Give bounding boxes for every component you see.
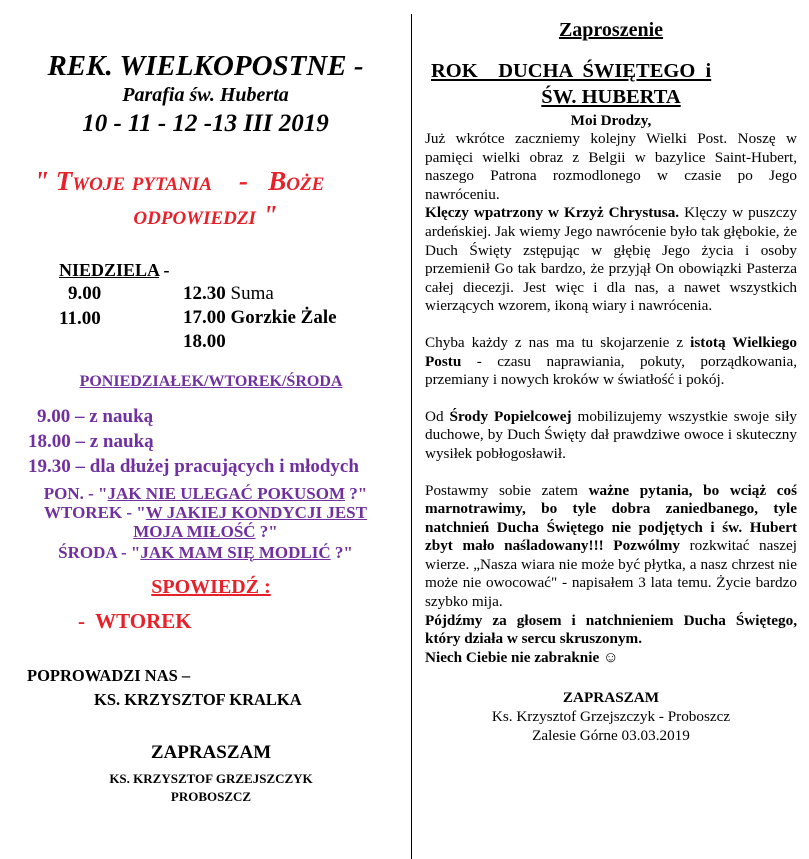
weekday-mass-3: 19.30 – dla dłużej pracujących i młodych (28, 456, 359, 477)
paragraph-3-bold: istotą Wielkiego Postu (425, 333, 797, 370)
paragraph-2-bold: Klęczy wpatrzony w Krzyż Chrystusa. (425, 204, 680, 222)
sunday-dash: - (159, 260, 170, 280)
parish-name: Parafia św. Huberta (122, 84, 289, 106)
topic-tuesday-1 (0, 503, 411, 523)
paragraph-4 (425, 408, 797, 464)
paragraph-2 (425, 204, 797, 316)
topic-tuesday-suffix: ?" (255, 522, 278, 541)
topic-monday-prefix: PON. - " (43, 484, 108, 503)
paragraph-5-bold: ważne pytania, bo wciąż coś marnotrawimy, bo tyle dobra zaniedbanego, tyle natchnień Ducha Świętego nie podjętych i św. Hubert zbyt mało naśladowany!!! Pozwólmy (425, 481, 797, 555)
paragraph-6: Pójdźmy za głosem i natchnieniem Ducha Świętego, który działa w sercu skruszonym. (425, 611, 797, 648)
sunday-mass-3: 18.00 (183, 331, 226, 352)
left-invite: ZAPRASZAM (150, 742, 272, 763)
led-by-label: POPROWADZI NAS – (27, 666, 191, 685)
sunday-mass-1 (183, 283, 274, 305)
invitation-heading: Zaproszenie (558, 19, 664, 41)
paragraph-1: Już wkrótce zaczniemy kolejny Wielki Post. Noszę w pamięci wielki obraz z Belgii w bazylice Saint-Hubert, naszego Patrona rozmodlonego w czasie po Jego nawróceniu. (425, 130, 797, 203)
weekday-mass-2: 18.00 – z nauką (28, 431, 154, 452)
sunday-mass-2 (183, 307, 337, 329)
paragraph-4-bold: Środy Popielcowej (449, 407, 572, 425)
paragraph-2-text: Klęczy w puszczy ardeńskiej. Jak wiemy Jego nawrócenie było tak głębokie, że Duch Święty zstępując w głębię Jego życia i osoby przemienił Go tak bardzo, że przyjął On obowiązki Pasterza całej diecezji. Jest więc i dla nas, a nawet wszystkich wierzących wzorem, ikoną wiary i nawrócenia. (425, 204, 798, 315)
sunday-time-2: 11.00 (59, 308, 101, 329)
retreat-title: REK. WIELKOPOSTNE - (47, 50, 364, 82)
right-invite: ZAPRASZAM (562, 689, 660, 707)
place-date: Zalesie Górne 03.03.2019 (532, 727, 690, 745)
mass-2-time: 17.00 (183, 307, 226, 328)
theme-line-1: " Twoje pytania - Boże (34, 166, 325, 196)
topic-tuesday-2 (0, 522, 411, 542)
paragraph-4-text-a: Od (425, 407, 450, 425)
mass-2-name: Gorzkie Żale (225, 307, 337, 328)
weekday-mass-1: 9.00 – z nauką (37, 406, 154, 427)
closing-line: Niech Ciebie nie zabraknie ☺ (425, 648, 619, 666)
year-title-1: ROK DUCHA ŚWIĘTEGO i (431, 60, 712, 82)
sunday-label: NIEDZIELA (59, 260, 160, 280)
paragraph-3 (425, 334, 797, 390)
confession-day: - WTOREK (78, 609, 192, 633)
topic-monday (0, 484, 411, 504)
theme-line-2: odpowiedzi " (133, 200, 278, 230)
led-by-name: KS. KRZYSZTOF KRALKA (94, 690, 302, 709)
paragraph-3-text-b: - czasu naprawiania, pokuty, porządkowania, przemiany i nowych kroków w światłość i pokój. (425, 352, 797, 389)
paragraph-4-text-b: mobilizujemy wszystkie swoje siły duchowe, by Duch Święty dał prawdziwe owoce i skuteczny wysiłek pobłogosławił. (425, 407, 798, 462)
mass-1-name: Suma (225, 283, 274, 304)
weekdays-heading: PONIEDZIAŁEK/WTOREK/ŚRODA (79, 373, 343, 390)
topic-monday-title: JAK NIE ULEGAĆ POKUSOM (107, 484, 346, 503)
right-signature: Ks. Krzysztof Grzejszczyk - Proboszcz (491, 708, 731, 726)
year-title-2: ŚW. HUBERTA (541, 86, 681, 108)
left-signature-role: PROBOSZCZ (170, 789, 252, 804)
paragraph-5 (425, 482, 797, 612)
topic-monday-suffix: ?" (345, 484, 368, 503)
topic-wednesday-title: JAK MAM SIĘ MODLIĆ (140, 543, 331, 562)
paragraph-5-text-a: Postawmy sobie zatem (425, 481, 589, 499)
left-signature-name: KS. KRZYSZTOF GRZEJSZCZYK (109, 771, 313, 786)
right-column (425, 14, 797, 745)
topic-tuesday-prefix: WTOREK - " (44, 503, 146, 522)
topic-wednesday-suffix: ?" (330, 543, 353, 562)
mass-1-time: 12.30 (183, 283, 226, 304)
sunday-time-1: 9.00 (68, 283, 102, 304)
topic-wednesday (0, 543, 411, 563)
confession-heading: SPOWIEDŹ : (151, 576, 271, 598)
paragraph-5-text-b: rozkwitać naszej wierze. „Nasza wiara nie może być płytka, a nasz chrzest nie może nie owocować" - napisałem 3 lata temu. Życie bardzo szybko mija. (425, 537, 797, 611)
sunday-heading (59, 260, 170, 281)
topic-wednesday-prefix: ŚRODA - " (58, 543, 141, 562)
greeting: Moi Drodzy, (570, 112, 652, 129)
topic-tuesday-title-2: MOJA MIŁOŚĆ (133, 522, 256, 541)
retreat-dates: 10 - 11 - 12 -13 III 2019 (82, 110, 329, 137)
topic-tuesday-title-1: W JAKIEJ KONDYCJI JEST (145, 503, 367, 522)
column-divider (411, 14, 412, 859)
paragraph-3-text-a: Chyba każdy z nas ma tu skojarzenie z (425, 333, 691, 351)
